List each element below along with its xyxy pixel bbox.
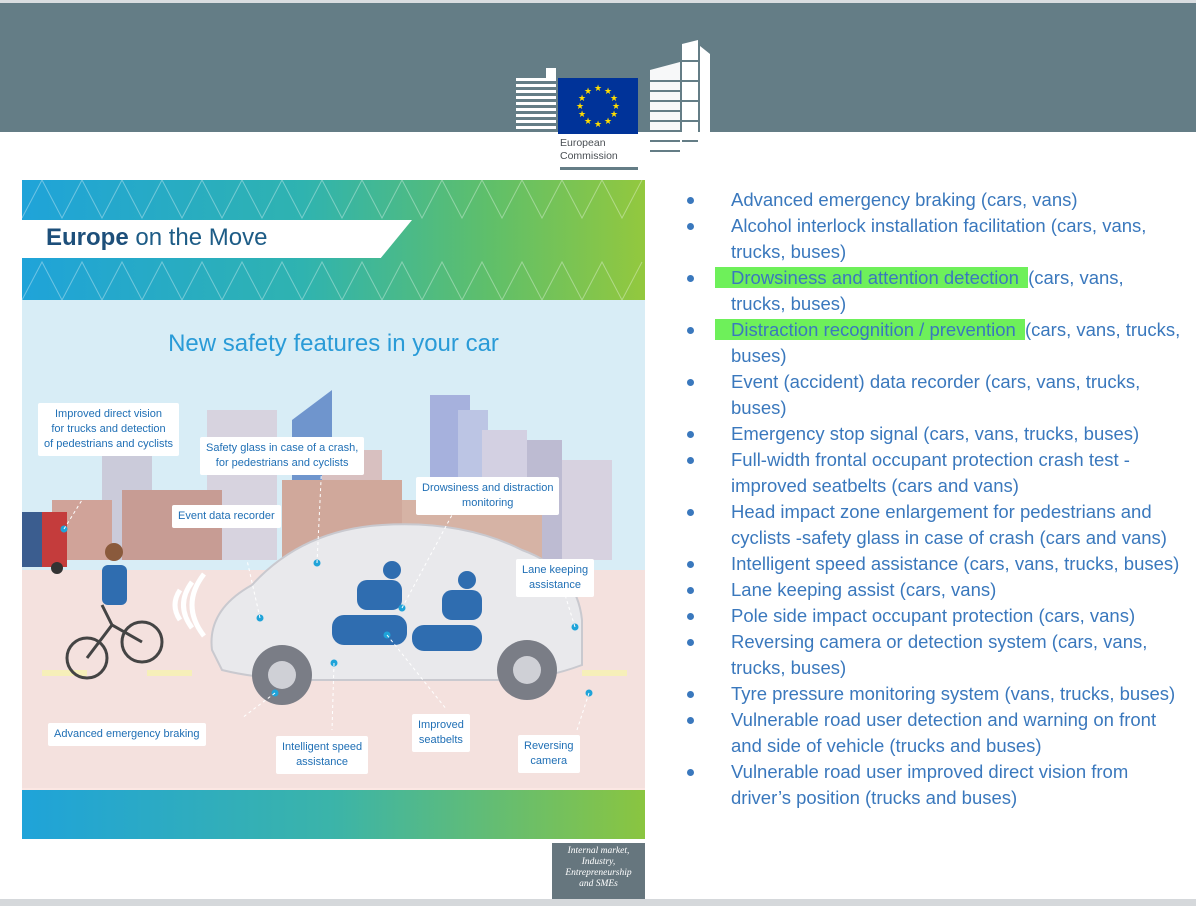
list-item bbox=[682, 577, 1182, 603]
building-icon bbox=[516, 68, 556, 168]
bullet-icon bbox=[687, 379, 694, 386]
list-item bbox=[682, 759, 1182, 811]
bullet-icon bbox=[687, 717, 694, 724]
infographic bbox=[22, 180, 645, 839]
list-item bbox=[682, 317, 1182, 369]
bullet-icon bbox=[687, 197, 694, 204]
list-item-text: Vulnerable road user detection and warning on front and side of vehicle (trucks and buses) bbox=[731, 709, 1157, 756]
list-item-text: Reversing camera or detection system (cars, vans, trucks, buses) bbox=[731, 631, 1148, 678]
list-item bbox=[682, 369, 1182, 421]
eu-flag-icon bbox=[558, 78, 638, 134]
bullet-icon bbox=[687, 613, 694, 620]
callout-event-recorder: Event data recorder bbox=[172, 505, 281, 528]
svg-text:★: ★ bbox=[593, 84, 603, 94]
callout-safety-glass: Safety glass in case of a crash, for pedestrians and cyclists bbox=[200, 437, 364, 475]
svg-text:★: ★ bbox=[603, 117, 613, 127]
list-item bbox=[682, 603, 1182, 629]
feature-list bbox=[682, 187, 1182, 811]
callout-drowsiness: Drowsiness and distraction monitoring bbox=[416, 477, 559, 515]
list-item-text: Head impact zone enlargement for pedestrians and cyclists -safety glass in case of crash (cars and vans) bbox=[731, 501, 1167, 548]
highlighted-text: Distraction recognition / prevention bbox=[715, 319, 1025, 340]
svg-text:★: ★ bbox=[593, 120, 603, 130]
highlighted-text: Drowsiness and attention detection bbox=[715, 267, 1028, 288]
list-item bbox=[682, 421, 1182, 447]
ec-wordmark: European Commission bbox=[560, 137, 618, 162]
bullet-icon bbox=[687, 275, 694, 282]
callout-lane-keeping: Lane keeping assistance bbox=[516, 559, 594, 597]
bullet-icon bbox=[687, 561, 694, 568]
svg-text:★: ★ bbox=[577, 110, 587, 120]
list-item-text: Advanced emergency braking (cars, vans) bbox=[731, 189, 1078, 210]
divider bbox=[0, 899, 1196, 906]
bullet-icon bbox=[687, 691, 694, 698]
bullet-icon bbox=[687, 509, 694, 516]
svg-text:★: ★ bbox=[575, 102, 585, 112]
infographic-subtitle: New safety features in your car bbox=[168, 330, 499, 357]
list-item-text: Pole side impact occupant protection (cars, vans) bbox=[731, 605, 1136, 626]
svg-text:★: ★ bbox=[611, 102, 621, 112]
list-item bbox=[682, 681, 1182, 707]
list-item bbox=[682, 213, 1182, 265]
svg-text:★: ★ bbox=[603, 87, 613, 97]
bullet-icon bbox=[687, 639, 694, 646]
building-icon bbox=[650, 40, 710, 170]
bullet-icon bbox=[687, 769, 694, 776]
list-item-text: Lane keeping assist (cars, vans) bbox=[731, 579, 997, 600]
bullet-icon bbox=[687, 457, 694, 464]
list-item-text: Intelligent speed assistance (cars, vans, trucks, buses) bbox=[731, 553, 1180, 574]
divider bbox=[560, 167, 638, 170]
bullet-icon bbox=[687, 327, 694, 334]
svg-text:★: ★ bbox=[609, 94, 619, 104]
bullet-icon bbox=[687, 431, 694, 438]
svg-text:★: ★ bbox=[583, 87, 593, 97]
svg-text:★: ★ bbox=[609, 110, 619, 120]
list-item bbox=[682, 265, 1182, 317]
list-item-text: Alcohol interlock installation facilitation (cars, vans, trucks, buses) bbox=[731, 215, 1147, 262]
list-item-text: Full-width frontal occupant protection crash test - improved seatbelts (cars and vans) bbox=[731, 449, 1130, 496]
department-label: Internal market, Industry, Entrepreneurship and SMEs bbox=[552, 843, 645, 900]
infographic-title: Europe on the Move bbox=[46, 224, 268, 251]
callout-seatbelts: Improved seatbelts bbox=[412, 714, 470, 752]
list-item-text: (cars, vans, trucks, buses) bbox=[731, 267, 1124, 314]
list-item bbox=[682, 707, 1182, 759]
callout-speed-assistance: Intelligent speed assistance bbox=[276, 736, 368, 774]
list-item bbox=[682, 447, 1182, 499]
callout-direct-vision: Improved direct vision for trucks and detection of pedestrians and cyclists bbox=[38, 403, 179, 456]
list-item-text: Event (accident) data recorder (cars, vans, trucks, buses) bbox=[731, 371, 1141, 418]
list-item bbox=[682, 499, 1182, 551]
list-item-text: Tyre pressure monitoring system (vans, trucks, buses) bbox=[731, 683, 1176, 704]
svg-text:★: ★ bbox=[583, 117, 593, 127]
callout-reversing-camera: Reversing camera bbox=[518, 735, 580, 773]
bullet-icon bbox=[687, 223, 694, 230]
european-commission-logo bbox=[516, 38, 710, 172]
list-item bbox=[682, 629, 1182, 681]
list-item-text: Vulnerable road user improved direct vision from driver’s position (trucks and buses) bbox=[731, 761, 1129, 808]
infographic-footer bbox=[22, 790, 645, 839]
list-item bbox=[682, 187, 1182, 213]
list-item bbox=[682, 551, 1182, 577]
list-item-text: Emergency stop signal (cars, vans, trucks, buses) bbox=[731, 423, 1140, 444]
callout-emergency-braking: Advanced emergency braking bbox=[48, 723, 206, 746]
list-item-text: (cars, vans, trucks, buses) bbox=[731, 319, 1181, 366]
svg-text:★: ★ bbox=[577, 94, 587, 104]
bullet-icon bbox=[687, 587, 694, 594]
